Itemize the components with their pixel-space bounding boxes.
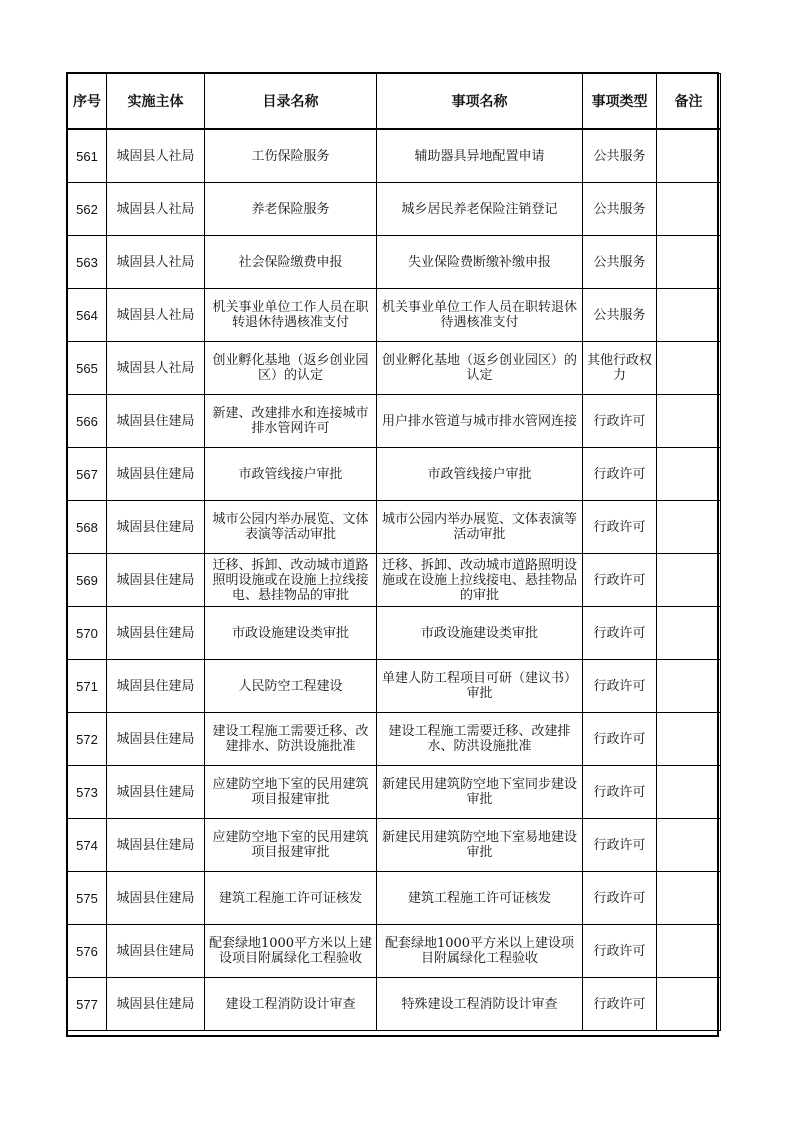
cell-subject: 城固县人社局	[107, 289, 205, 342]
cell-type: 行政许可	[583, 766, 657, 819]
header-item: 事项名称	[377, 74, 583, 130]
cell-type: 行政许可	[583, 925, 657, 978]
cell-item: 用户排水管道与城市排水管网连接	[377, 395, 583, 448]
cell-remark	[657, 607, 721, 660]
cell-item: 新建民用建筑防空地下室易地建设审批	[377, 819, 583, 872]
header-no: 序号	[68, 74, 107, 130]
cell-type: 行政许可	[583, 872, 657, 925]
cell-subject: 城固县人社局	[107, 129, 205, 183]
cell-type: 公共服务	[583, 289, 657, 342]
cell-no: 568	[68, 501, 107, 554]
cell-catalog: 机关事业单位工作人员在职转退休待遇核准支付	[205, 289, 377, 342]
cell-type: 行政许可	[583, 448, 657, 501]
cell-type: 其他行政权力	[583, 342, 657, 395]
cell-catalog: 新建、改建排水和连接城市排水管网许可	[205, 395, 377, 448]
cell-catalog: 应建防空地下室的民用建筑项目报建审批	[205, 766, 377, 819]
cell-catalog: 迁移、拆卸、改动城市道路照明设施或在设施上拉线接电、悬挂物品的审批	[205, 554, 377, 607]
cell-type: 行政许可	[583, 395, 657, 448]
cell-subject: 城固县住建局	[107, 607, 205, 660]
cell-no: 563	[68, 236, 107, 289]
cell-remark	[657, 129, 721, 183]
cell-no: 571	[68, 660, 107, 713]
cell-item: 创业孵化基地（返乡创业园区）的认定	[377, 342, 583, 395]
cell-subject: 城固县住建局	[107, 766, 205, 819]
cell-catalog: 市政管线接户审批	[205, 448, 377, 501]
table-row	[68, 660, 721, 713]
header-type: 事项类型	[583, 74, 657, 130]
table-row	[68, 978, 721, 1031]
cell-remark	[657, 395, 721, 448]
cell-catalog: 工伤保险服务	[205, 129, 377, 183]
cell-remark	[657, 289, 721, 342]
cell-subject: 城固县住建局	[107, 501, 205, 554]
cell-type: 行政许可	[583, 819, 657, 872]
cell-remark	[657, 554, 721, 607]
cell-remark	[657, 183, 721, 236]
cell-no: 565	[68, 342, 107, 395]
table-row	[68, 183, 721, 236]
cell-subject: 城固县住建局	[107, 872, 205, 925]
cell-remark	[657, 713, 721, 766]
cell-subject: 城固县人社局	[107, 342, 205, 395]
cell-item: 失业保险费断缴补缴申报	[377, 236, 583, 289]
table-row	[68, 501, 721, 554]
cell-type: 公共服务	[583, 236, 657, 289]
cell-subject: 城固县人社局	[107, 183, 205, 236]
header-subject: 实施主体	[107, 74, 205, 130]
cell-catalog: 市政设施建设类审批	[205, 607, 377, 660]
cell-catalog: 创业孵化基地（返乡创业园区）的认定	[205, 342, 377, 395]
cell-item: 辅助器具异地配置申请	[377, 129, 583, 183]
cell-no: 569	[68, 554, 107, 607]
cell-no: 573	[68, 766, 107, 819]
cell-no: 572	[68, 713, 107, 766]
cell-catalog: 建筑工程施工许可证核发	[205, 872, 377, 925]
cell-remark	[657, 978, 721, 1031]
cell-subject: 城固县住建局	[107, 819, 205, 872]
table-row	[68, 342, 721, 395]
table-row	[68, 289, 721, 342]
cell-no: 570	[68, 607, 107, 660]
cell-remark	[657, 925, 721, 978]
cell-catalog: 养老保险服务	[205, 183, 377, 236]
cell-type: 行政许可	[583, 713, 657, 766]
cell-type: 公共服务	[583, 183, 657, 236]
table-row	[68, 448, 721, 501]
cell-no: 564	[68, 289, 107, 342]
cell-no: 567	[68, 448, 107, 501]
table-row	[68, 766, 721, 819]
cell-item: 新建民用建筑防空地下室同步建设审批	[377, 766, 583, 819]
cell-type: 行政许可	[583, 978, 657, 1031]
cell-catalog: 应建防空地下室的民用建筑项目报建审批	[205, 819, 377, 872]
table-row	[68, 236, 721, 289]
cell-subject: 城固县住建局	[107, 713, 205, 766]
cell-remark	[657, 766, 721, 819]
header-remark: 备注	[657, 74, 721, 130]
cell-no: 561	[68, 129, 107, 183]
cell-type: 公共服务	[583, 129, 657, 183]
cell-subject: 城固县住建局	[107, 660, 205, 713]
cell-item: 建筑工程施工许可证核发	[377, 872, 583, 925]
cell-item: 市政管线接户审批	[377, 448, 583, 501]
cell-item: 单建人防工程项目可研（建议书）审批	[377, 660, 583, 713]
header-catalog: 目录名称	[205, 74, 377, 130]
cell-subject: 城固县住建局	[107, 448, 205, 501]
cell-item: 配套绿地1000平方米以上建设项目附属绿化工程验收	[377, 925, 583, 978]
cell-item: 城市公园内举办展览、文体表演等活动审批	[377, 501, 583, 554]
cell-subject: 城固县住建局	[107, 925, 205, 978]
table-row	[68, 819, 721, 872]
cell-no: 577	[68, 978, 107, 1031]
cell-item: 机关事业单位工作人员在职转退休待遇核准支付	[377, 289, 583, 342]
cell-subject: 城固县住建局	[107, 554, 205, 607]
cell-item: 迁移、拆卸、改动城市道路照明设施或在设施上拉线接电、悬挂物品的审批	[377, 554, 583, 607]
cell-type: 行政许可	[583, 607, 657, 660]
table-row	[68, 129, 721, 183]
cell-remark	[657, 660, 721, 713]
cell-remark	[657, 236, 721, 289]
cell-catalog: 社会保险缴费申报	[205, 236, 377, 289]
cell-remark	[657, 819, 721, 872]
cell-remark	[657, 342, 721, 395]
table-row	[68, 554, 721, 607]
cell-subject: 城固县住建局	[107, 978, 205, 1031]
cell-type: 行政许可	[583, 660, 657, 713]
cell-no: 566	[68, 395, 107, 448]
cell-item: 市政设施建设类审批	[377, 607, 583, 660]
cell-catalog: 城市公园内举办展览、文体表演等活动审批	[205, 501, 377, 554]
cell-item: 城乡居民养老保险注销登记	[377, 183, 583, 236]
cell-item: 特殊建设工程消防设计审查	[377, 978, 583, 1031]
cell-remark	[657, 501, 721, 554]
cell-catalog: 建设工程施工需要迁移、改建排水、防洪设施批准	[205, 713, 377, 766]
cell-catalog: 人民防空工程建设	[205, 660, 377, 713]
cell-catalog: 配套绿地1000平方米以上建设项目附属绿化工程验收	[205, 925, 377, 978]
table-row	[68, 872, 721, 925]
cell-subject: 城固县人社局	[107, 236, 205, 289]
cell-no: 575	[68, 872, 107, 925]
table-row	[68, 607, 721, 660]
cell-remark	[657, 872, 721, 925]
table-row	[68, 713, 721, 766]
cell-type: 行政许可	[583, 501, 657, 554]
cell-no: 562	[68, 183, 107, 236]
matters-table	[67, 73, 721, 1031]
cell-remark	[657, 448, 721, 501]
cell-subject: 城固县住建局	[107, 395, 205, 448]
header-row	[68, 74, 721, 130]
cell-item: 建设工程施工需要迁移、改建排水、防洪设施批准	[377, 713, 583, 766]
cell-type: 行政许可	[583, 554, 657, 607]
table-row	[68, 925, 721, 978]
cell-no: 576	[68, 925, 107, 978]
cell-no: 574	[68, 819, 107, 872]
table-row	[68, 395, 721, 448]
cell-catalog: 建设工程消防设计审查	[205, 978, 377, 1031]
